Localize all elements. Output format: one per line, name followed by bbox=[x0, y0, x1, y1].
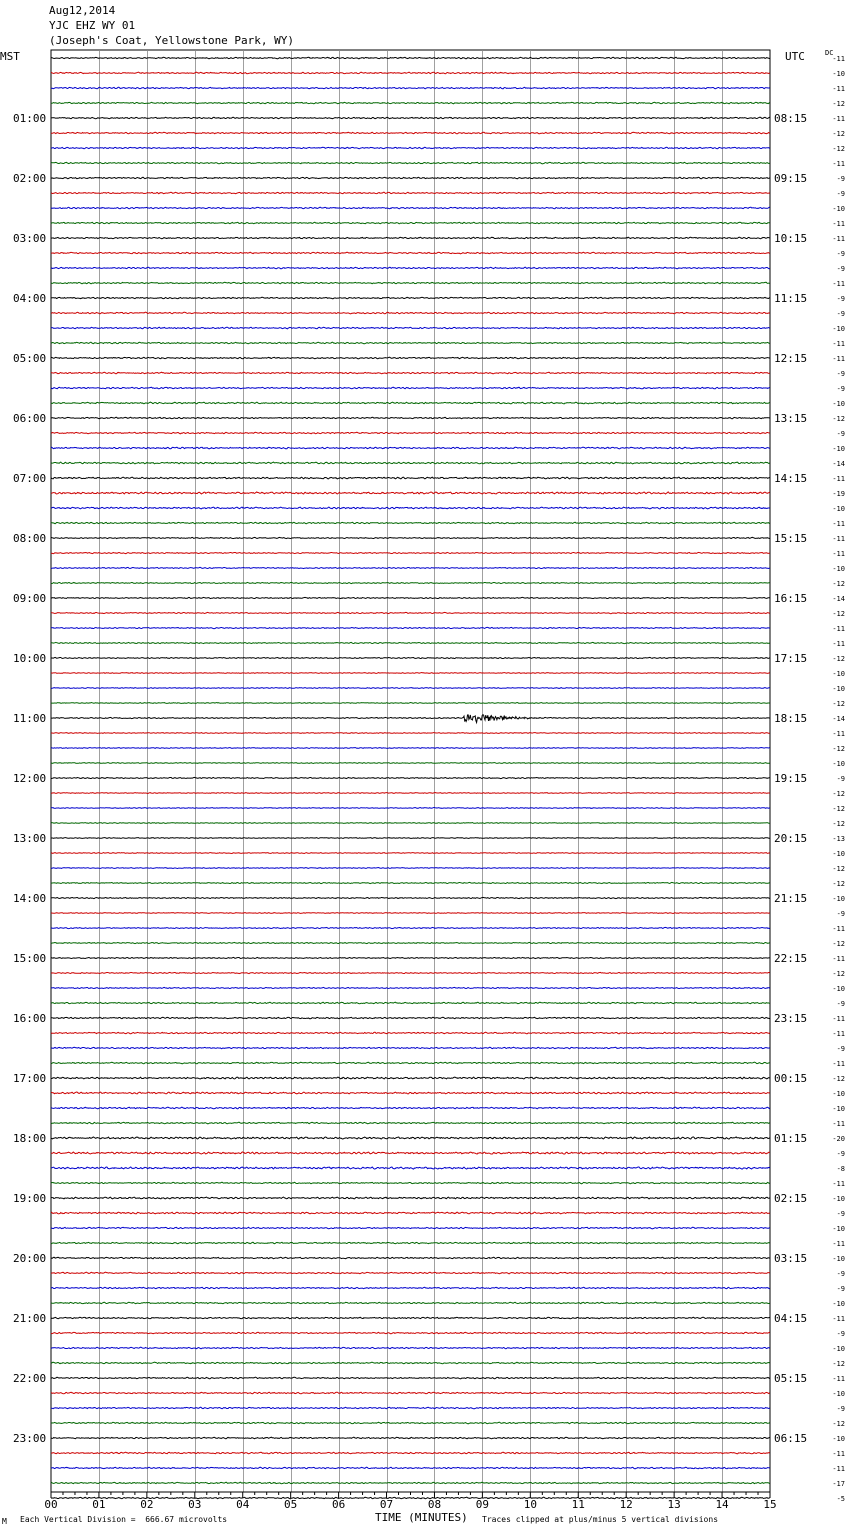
trace-row-81 bbox=[51, 1272, 770, 1274]
right-hour-label: 23:15 bbox=[774, 1012, 808, 1025]
dc-offset-label: -12 bbox=[832, 580, 845, 588]
trace-row-19 bbox=[51, 342, 770, 344]
right-hour-label: 04:15 bbox=[774, 1312, 808, 1325]
trace-row-13 bbox=[51, 252, 770, 254]
right-timezone: UTC bbox=[785, 50, 805, 63]
seismic-traces bbox=[51, 57, 770, 1499]
dc-offset-label: -11 bbox=[832, 955, 845, 963]
trace-row-16 bbox=[51, 297, 770, 298]
trace-row-95 bbox=[51, 1482, 770, 1483]
trace-row-79 bbox=[51, 1242, 770, 1244]
trace-row-91 bbox=[51, 1422, 770, 1424]
left-hour-label: 08:00 bbox=[13, 532, 47, 545]
dc-offset-label: -9 bbox=[836, 1405, 845, 1413]
dc-offset-label: -11 bbox=[832, 340, 845, 348]
left-hour-label: 12:00 bbox=[13, 772, 47, 785]
dc-offset-label: -19 bbox=[832, 490, 845, 498]
trace-row-17 bbox=[51, 312, 770, 314]
dc-offset-label: -12 bbox=[832, 865, 845, 873]
dc-offset-label: -9 bbox=[836, 385, 845, 393]
trace-row-56 bbox=[51, 897, 770, 898]
left-hour-label: 03:00 bbox=[13, 232, 47, 245]
trace-row-68 bbox=[51, 1077, 770, 1079]
trace-row-22 bbox=[51, 387, 770, 389]
trace-row-26 bbox=[51, 447, 770, 449]
dc-offset-label: -14 bbox=[832, 715, 845, 723]
trace-row-85 bbox=[51, 1332, 770, 1333]
plot-frame bbox=[51, 50, 770, 1492]
trace-row-1 bbox=[51, 72, 770, 74]
trace-row-47 bbox=[51, 763, 770, 764]
trace-row-34 bbox=[51, 567, 770, 568]
trace-row-7 bbox=[51, 162, 770, 164]
x-axis-label: TIME (MINUTES) bbox=[375, 1511, 468, 1524]
left-hour-label: 04:00 bbox=[13, 292, 47, 305]
dc-offset-label: -14 bbox=[832, 595, 845, 603]
trace-row-52 bbox=[51, 838, 770, 839]
trace-row-12 bbox=[51, 237, 770, 239]
time-axis bbox=[44, 1492, 776, 1511]
dc-offset-label: -5 bbox=[836, 1495, 845, 1503]
left-hour-label: 07:00 bbox=[13, 472, 47, 485]
dc-offset-label: -10 bbox=[832, 760, 845, 768]
left-hour-label: 05:00 bbox=[13, 352, 47, 365]
dc-offset-label: -9 bbox=[836, 295, 845, 303]
dc-offset-label: -9 bbox=[836, 1285, 845, 1293]
left-hour-label: 18:00 bbox=[13, 1132, 47, 1145]
trace-row-87 bbox=[51, 1362, 770, 1364]
trace-row-49 bbox=[51, 793, 770, 794]
trace-row-93 bbox=[51, 1452, 770, 1454]
right-hour-label: 21:15 bbox=[774, 892, 808, 905]
dc-offset-label: -12 bbox=[832, 940, 845, 948]
left-hour-label: 06:00 bbox=[13, 412, 47, 425]
dc-offset-label: -12 bbox=[832, 145, 845, 153]
dc-offset-label: -11 bbox=[832, 1315, 845, 1323]
dc-offset-label: -12 bbox=[832, 130, 845, 138]
trace-row-11 bbox=[51, 222, 770, 224]
dc-offset-label: -11 bbox=[832, 475, 845, 483]
right-hour-label: 19:15 bbox=[774, 772, 808, 785]
left-hour-label: 20:00 bbox=[13, 1252, 47, 1265]
dc-offset-label: -12 bbox=[832, 655, 845, 663]
x-tick-label: 07 bbox=[379, 1498, 394, 1511]
trace-row-45 bbox=[51, 733, 770, 734]
dc-offset-label: -10 bbox=[832, 1435, 845, 1443]
trace-row-29 bbox=[51, 492, 770, 494]
trace-row-37 bbox=[51, 612, 770, 613]
right-hour-label: 00:15 bbox=[774, 1072, 808, 1085]
dc-offset-label: -12 bbox=[832, 820, 845, 828]
dc-offset-label: -11 bbox=[832, 160, 845, 168]
right-hour-label: 08:15 bbox=[774, 112, 808, 125]
dc-offset-label: -11 bbox=[832, 535, 845, 543]
trace-row-43 bbox=[51, 703, 770, 704]
trace-row-21 bbox=[51, 372, 770, 374]
dc-offset-label: -9 bbox=[836, 430, 845, 438]
trace-row-18 bbox=[51, 327, 770, 329]
trace-row-78 bbox=[51, 1227, 770, 1229]
dc-offset-label: -10 bbox=[832, 670, 845, 678]
trace-row-54 bbox=[51, 868, 770, 869]
dc-offset-label: -10 bbox=[832, 445, 845, 453]
left-hour-label: 17:00 bbox=[13, 1072, 47, 1085]
dc-offset-label: -17 bbox=[832, 1480, 845, 1488]
footer-scale: Each Vertical Division = 666.67 microvolts bbox=[20, 1515, 228, 1524]
dc-offset-label: -10 bbox=[832, 985, 845, 993]
trace-row-80 bbox=[51, 1257, 770, 1258]
right-hour-label: 13:15 bbox=[774, 412, 808, 425]
left-hour-label: 13:00 bbox=[13, 832, 47, 845]
trace-row-74 bbox=[51, 1167, 770, 1169]
right-hour-label: 12:15 bbox=[774, 352, 808, 365]
dc-offset-label: -9 bbox=[836, 1045, 845, 1053]
trace-row-25 bbox=[51, 432, 770, 434]
dc-offset-label: -11 bbox=[832, 1465, 845, 1473]
left-hour-label: 15:00 bbox=[13, 952, 47, 965]
dc-offset-label: -10 bbox=[832, 1105, 845, 1113]
dc-offset-label: -11 bbox=[832, 520, 845, 528]
trace-row-82 bbox=[51, 1287, 770, 1288]
trace-row-77 bbox=[51, 1212, 770, 1214]
dc-offset-label: -12 bbox=[832, 880, 845, 888]
x-tick-label: 04 bbox=[236, 1498, 250, 1511]
minute-gridlines bbox=[51, 50, 770, 1492]
trace-row-83 bbox=[51, 1302, 770, 1304]
trace-row-71 bbox=[51, 1122, 770, 1124]
trace-row-67 bbox=[51, 1062, 770, 1064]
trace-row-88 bbox=[51, 1377, 770, 1379]
x-tick-label: 10 bbox=[523, 1498, 537, 1511]
trace-row-51 bbox=[51, 823, 770, 824]
dc-offset-label: -10 bbox=[832, 325, 845, 333]
trace-row-46 bbox=[51, 748, 770, 749]
dc-offset-label: -11 bbox=[832, 55, 845, 63]
trace-row-24 bbox=[51, 417, 770, 419]
dc-offset-label: -9 bbox=[836, 1210, 845, 1218]
x-tick-label: 08 bbox=[427, 1498, 442, 1511]
trace-row-58 bbox=[51, 927, 770, 928]
right-hour-label: 16:15 bbox=[774, 592, 808, 605]
dc-offset-label: -11 bbox=[832, 115, 845, 123]
dc-offset-label: -10 bbox=[832, 400, 845, 408]
left-hour-label: 01:00 bbox=[13, 112, 47, 125]
trace-row-30 bbox=[51, 507, 770, 509]
dc-offset-label: -9 bbox=[836, 265, 845, 273]
dc-offset-label: -10 bbox=[832, 1390, 845, 1398]
trace-row-90 bbox=[51, 1407, 770, 1409]
trace-row-66 bbox=[51, 1047, 770, 1049]
dc-offset-label: -12 bbox=[832, 970, 845, 978]
dc-offset-label: -11 bbox=[832, 220, 845, 228]
trace-row-36 bbox=[51, 597, 770, 598]
header-station: YJC EHZ WY 01 bbox=[49, 19, 136, 32]
trace-row-44 bbox=[51, 715, 770, 723]
trace-row-32 bbox=[51, 537, 770, 538]
dc-offset-label: -11 bbox=[832, 1180, 845, 1188]
dc-offset-label: -14 bbox=[832, 460, 845, 468]
x-tick-label: 12 bbox=[619, 1498, 633, 1511]
left-hour-label: 21:00 bbox=[13, 1312, 47, 1325]
trace-row-15 bbox=[51, 282, 770, 284]
right-hour-label: 22:15 bbox=[774, 952, 808, 965]
trace-row-61 bbox=[51, 972, 770, 973]
right-hour-label: 03:15 bbox=[774, 1252, 808, 1265]
trace-row-4 bbox=[51, 117, 770, 118]
trace-row-76 bbox=[51, 1197, 770, 1199]
trace-row-60 bbox=[51, 957, 770, 958]
right-hour-label: 20:15 bbox=[774, 832, 808, 845]
right-hour-label: 05:15 bbox=[774, 1372, 808, 1385]
right-hour-label: 06:15 bbox=[774, 1432, 808, 1445]
trace-row-94 bbox=[51, 1467, 770, 1469]
x-tick-label: 01 bbox=[92, 1498, 106, 1511]
trace-row-86 bbox=[51, 1347, 770, 1349]
dc-offset-label: -10 bbox=[832, 850, 845, 858]
dc-offset-label: -11 bbox=[832, 625, 845, 633]
trace-row-28 bbox=[51, 477, 770, 479]
trace-row-5 bbox=[51, 132, 770, 133]
left-hour-label: 19:00 bbox=[13, 1192, 47, 1205]
dc-offset-label: -12 bbox=[832, 790, 845, 798]
dc-offset-label: -9 bbox=[836, 1330, 845, 1338]
dc-offset-label: -9 bbox=[836, 910, 845, 918]
dc-offset-label: -10 bbox=[832, 1255, 845, 1263]
dc-offset-label: -12 bbox=[832, 610, 845, 618]
dc-offset-label: -10 bbox=[832, 505, 845, 513]
x-tick-label: 09 bbox=[475, 1498, 490, 1511]
dc-offset-label: -9 bbox=[836, 190, 845, 198]
trace-row-31 bbox=[51, 522, 770, 523]
right-hour-label: 02:15 bbox=[774, 1192, 808, 1205]
left-hour-label: 22:00 bbox=[13, 1372, 47, 1385]
trace-row-73 bbox=[51, 1152, 770, 1154]
x-tick-label: 06 bbox=[331, 1498, 346, 1511]
trace-row-33 bbox=[51, 552, 770, 553]
dc-offset-label: -11 bbox=[832, 235, 845, 243]
right-hour-label: 11:15 bbox=[774, 292, 808, 305]
trace-row-89 bbox=[51, 1392, 770, 1394]
trace-row-27 bbox=[51, 462, 770, 464]
footer-clip: Traces clipped at plus/minus 5 vertical divisions bbox=[482, 1515, 719, 1524]
dc-offset-label: -9 bbox=[836, 1150, 845, 1158]
dc-offset-label: -9 bbox=[836, 250, 845, 258]
trace-row-6 bbox=[51, 147, 770, 148]
dc-offset-label: -10 bbox=[832, 1300, 845, 1308]
trace-row-40 bbox=[51, 657, 770, 658]
dc-offset-label: -11 bbox=[832, 280, 845, 288]
dc-offset-label: -10 bbox=[832, 1345, 845, 1353]
header-location: (Joseph's Coat, Yellowstone Park, WY) bbox=[49, 34, 295, 47]
dc-offset-label: -9 bbox=[836, 310, 845, 318]
trace-row-59 bbox=[51, 942, 770, 943]
trace-row-64 bbox=[51, 1017, 770, 1019]
dc-offset-label: -13 bbox=[832, 835, 845, 843]
trace-row-48 bbox=[51, 777, 770, 778]
trace-row-42 bbox=[51, 688, 770, 689]
trace-row-35 bbox=[51, 582, 770, 583]
dc-offset-label: -11 bbox=[832, 85, 845, 93]
dc-offset-label: -12 bbox=[832, 415, 845, 423]
dc-offset-label: -11 bbox=[832, 355, 845, 363]
dc-offset-label: -11 bbox=[832, 1120, 845, 1128]
trace-row-57 bbox=[51, 913, 770, 914]
dc-offset-label: -11 bbox=[832, 1450, 845, 1458]
trace-row-69 bbox=[51, 1092, 770, 1094]
dc-offset-label: -11 bbox=[832, 1030, 845, 1038]
left-timezone: MST bbox=[0, 50, 20, 63]
trace-row-20 bbox=[51, 357, 770, 359]
dc-offset-label: -12 bbox=[832, 1075, 845, 1083]
right-hour-label: 15:15 bbox=[774, 532, 808, 545]
left-hour-label: 11:00 bbox=[13, 712, 47, 725]
trace-row-55 bbox=[51, 882, 770, 883]
dc-offset-label: -10 bbox=[832, 205, 845, 213]
dc-offset-label: -11 bbox=[832, 640, 845, 648]
header-date: Aug12,2014 bbox=[49, 4, 116, 17]
trace-row-75 bbox=[51, 1182, 770, 1184]
left-hour-label: 10:00 bbox=[13, 652, 47, 665]
trace-row-84 bbox=[51, 1317, 770, 1318]
trace-row-72 bbox=[51, 1137, 770, 1139]
dc-offset-label: -12 bbox=[832, 745, 845, 753]
dc-offset-label: -9 bbox=[836, 370, 845, 378]
dc-offset-label: -10 bbox=[832, 1090, 845, 1098]
trace-row-70 bbox=[51, 1107, 770, 1109]
dc-offset-label: -10 bbox=[832, 685, 845, 693]
trace-row-96 bbox=[51, 1497, 770, 1499]
right-hour-label: 17:15 bbox=[774, 652, 808, 665]
dc-offset-label: -11 bbox=[832, 925, 845, 933]
trace-row-65 bbox=[51, 1032, 770, 1034]
trace-row-39 bbox=[51, 642, 770, 643]
dc-offset-label: -11 bbox=[832, 1015, 845, 1023]
trace-row-50 bbox=[51, 808, 770, 809]
trace-row-41 bbox=[51, 673, 770, 674]
trace-row-62 bbox=[51, 987, 770, 988]
dc-offset-label: -11 bbox=[832, 1240, 845, 1248]
trace-row-8 bbox=[51, 177, 770, 179]
trace-row-53 bbox=[51, 853, 770, 854]
x-tick-label: 13 bbox=[667, 1498, 681, 1511]
right-hour-label: 14:15 bbox=[774, 472, 808, 485]
dc-offset-label: -12 bbox=[832, 100, 845, 108]
dc-offset-label: -11 bbox=[832, 550, 845, 558]
trace-row-92 bbox=[51, 1437, 770, 1439]
trace-row-3 bbox=[51, 102, 770, 104]
left-hour-label: 16:00 bbox=[13, 1012, 47, 1025]
trace-row-38 bbox=[51, 627, 770, 628]
dc-offset-label: -10 bbox=[832, 1225, 845, 1233]
dc-offset-label: -12 bbox=[832, 805, 845, 813]
dc-offset-label: -9 bbox=[836, 1000, 845, 1008]
footer-mark: M bbox=[2, 1517, 7, 1526]
dc-offset-label: -12 bbox=[832, 700, 845, 708]
left-hour-label: 23:00 bbox=[13, 1432, 47, 1445]
dc-offset-label: -9 bbox=[836, 775, 845, 783]
x-tick-label: 11 bbox=[571, 1498, 585, 1511]
time-labels bbox=[13, 55, 845, 1503]
left-hour-label: 14:00 bbox=[13, 892, 47, 905]
dc-offset-label: -12 bbox=[832, 1420, 845, 1428]
trace-row-2 bbox=[51, 87, 770, 88]
dc-offset-label: -11 bbox=[832, 1375, 845, 1383]
x-tick-label: 00 bbox=[44, 1498, 58, 1511]
x-tick-label: 15 bbox=[763, 1498, 777, 1511]
dc-offset-label: -8 bbox=[836, 1165, 845, 1173]
dc-offset-label: -9 bbox=[836, 1270, 845, 1278]
x-tick-label: 03 bbox=[188, 1498, 202, 1511]
right-hour-label: 09:15 bbox=[774, 172, 808, 185]
dc-offset-label: -10 bbox=[832, 70, 845, 78]
dc-offset-label: -11 bbox=[832, 730, 845, 738]
dc-offset-label: -12 bbox=[832, 1360, 845, 1368]
right-hour-label: 18:15 bbox=[774, 712, 808, 725]
dc-offset-label: -10 bbox=[832, 1195, 845, 1203]
trace-row-0 bbox=[51, 57, 770, 59]
trace-row-9 bbox=[51, 192, 770, 193]
dc-offset-label: -20 bbox=[832, 1135, 845, 1143]
left-hour-label: 09:00 bbox=[13, 592, 47, 605]
x-tick-label: 14 bbox=[715, 1498, 729, 1511]
trace-row-63 bbox=[51, 1002, 770, 1004]
right-hour-label: 01:15 bbox=[774, 1132, 808, 1145]
dc-offset-label: -10 bbox=[832, 895, 845, 903]
dc-offset-label: -10 bbox=[832, 565, 845, 573]
dc-offset-label: -11 bbox=[832, 1060, 845, 1068]
trace-row-10 bbox=[51, 207, 770, 208]
dc-label: DC bbox=[825, 49, 834, 57]
dc-offset-label: -9 bbox=[836, 175, 845, 183]
trace-row-23 bbox=[51, 402, 770, 404]
left-hour-label: 02:00 bbox=[13, 172, 47, 185]
x-tick-label: 05 bbox=[284, 1498, 298, 1511]
x-tick-label: 02 bbox=[140, 1498, 154, 1511]
right-hour-label: 10:15 bbox=[774, 232, 808, 245]
trace-row-14 bbox=[51, 267, 770, 268]
